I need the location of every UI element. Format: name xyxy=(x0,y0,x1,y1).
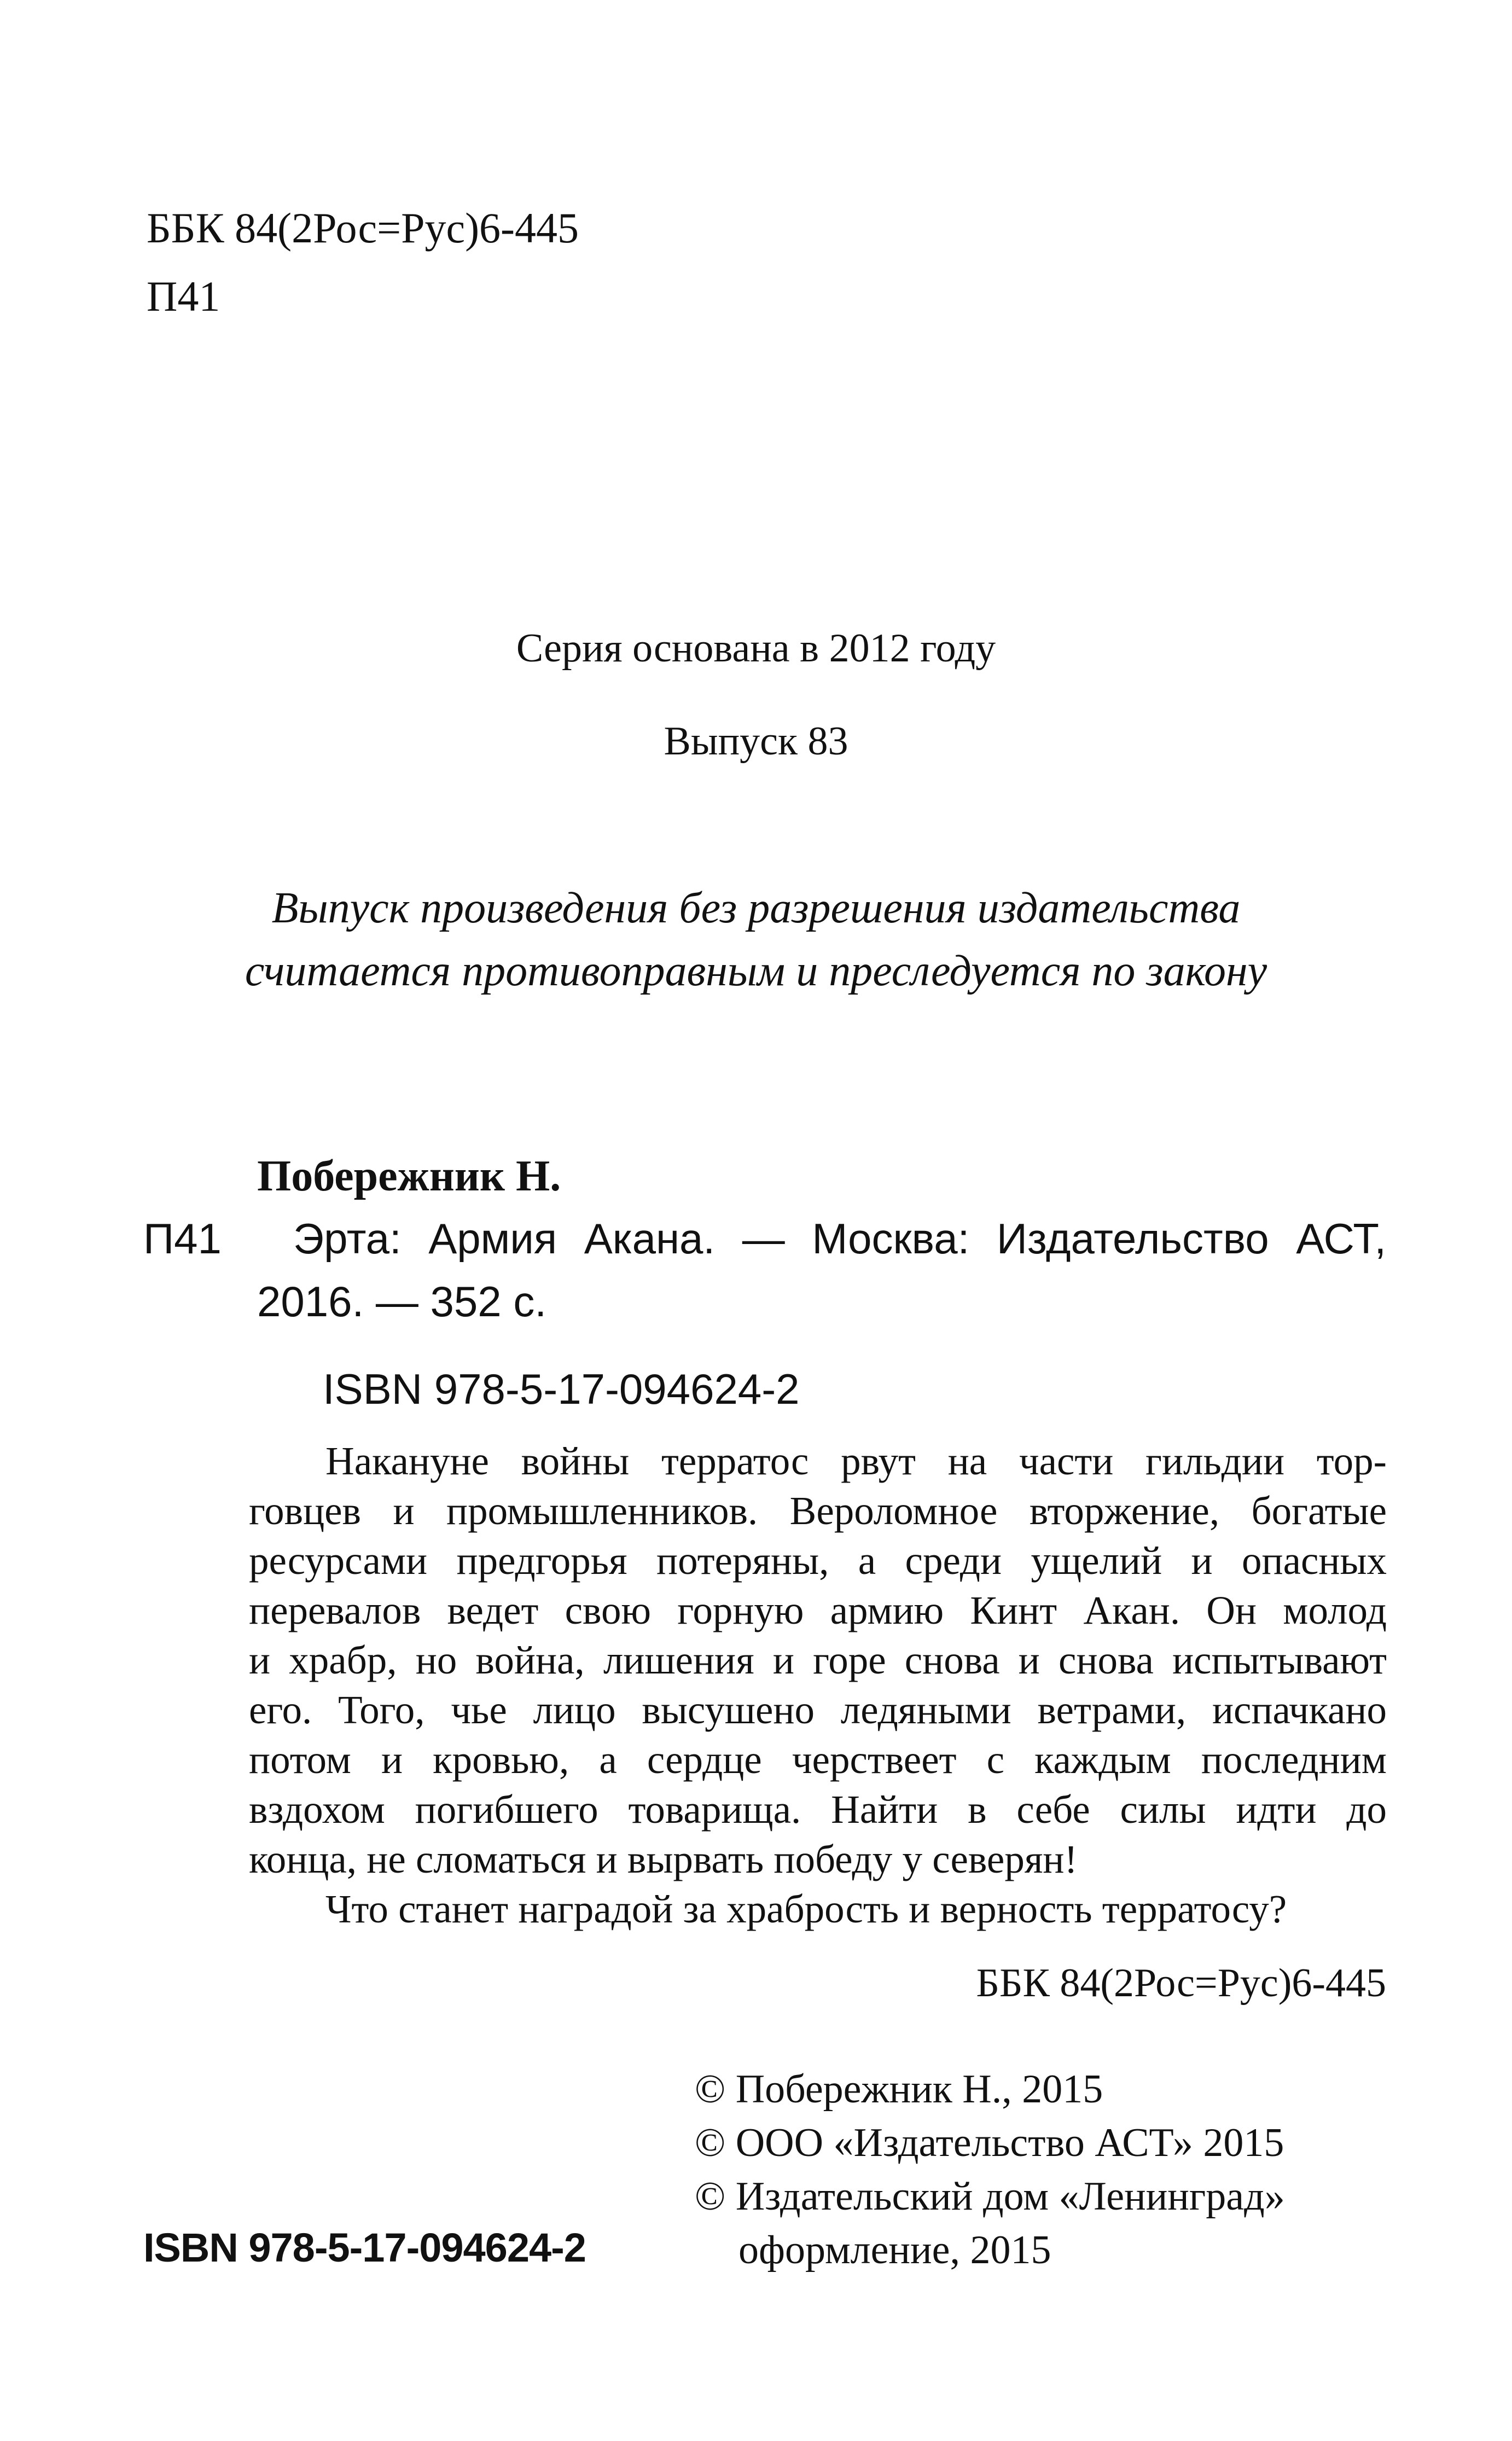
series-founded: Серия основана в 2012 году xyxy=(516,626,996,671)
annotation-line: Накануне войны терратос рвут на части гильдии тор- xyxy=(325,1439,1387,1483)
book-year-pages: 2016. — 352 с. xyxy=(257,1277,547,1326)
annotation-line: говцев и промышленников. Вероломное вторжение, богатые xyxy=(249,1489,1387,1533)
book-author: Побережник Н. xyxy=(257,1152,561,1200)
annotation-line: перевалов ведет свою горную армию Кинт Акан. Он молод xyxy=(249,1588,1387,1632)
bbk-code-bottom: ББК 84(2Рос=Рус)6-445 xyxy=(976,1961,1386,2006)
series-issue: Выпуск 83 xyxy=(664,719,848,764)
copyright-line-continuation: оформление, 2015 xyxy=(738,2228,1051,2273)
legal-notice-line: Выпуск произведения без разрешения издательства xyxy=(271,884,1241,932)
annotation-line: и храбр, но война, лишения и горе снова и снова испытывают xyxy=(249,1638,1387,1682)
annotation-line: его. Того, чье лицо высушено ледяными ветрами, испачкано xyxy=(249,1688,1387,1732)
copyright-line: © Издательский дом «Ленинград» xyxy=(695,2174,1285,2219)
author-mark: П41 xyxy=(143,1214,222,1263)
copyright-block xyxy=(695,2062,1285,2277)
copyright-line: © ООО «Издательство АСТ» 2015 xyxy=(695,2120,1284,2165)
isbn-bottom: ISBN 978-5-17-094624-2 xyxy=(143,2225,586,2270)
book-isbn: ISBN 978-5-17-094624-2 xyxy=(323,1365,800,1413)
copyright-line: © Побережник Н., 2015 xyxy=(695,2067,1103,2112)
annotation-line: вздохом погибшего товарища. Найти в себе силы идти до xyxy=(249,1787,1387,1832)
annotation-closing: Что станет наградой за храбрость и верность терратосу? xyxy=(325,1887,1287,1931)
book-title-publisher: Эрта: Армия Акана. — Москва: Издательство АСТ, xyxy=(293,1214,1386,1263)
author-mark: П41 xyxy=(147,272,220,320)
annotation-line: конца, не сломаться и вырвать победу у северян! xyxy=(249,1837,1078,1881)
annotation-line: потом и кровью, а сердце черствеет с каждым последним xyxy=(249,1737,1387,1782)
bbk-code: ББК 84(2Рос=Рус)6-445 xyxy=(147,204,579,252)
legal-notice-line: считается противоправным и преследуется по закону xyxy=(245,947,1267,995)
annotation xyxy=(249,1436,1387,1934)
annotation-line: ресурсами предгорья потеряны, а среди ущелий и опасных xyxy=(249,1538,1387,1583)
